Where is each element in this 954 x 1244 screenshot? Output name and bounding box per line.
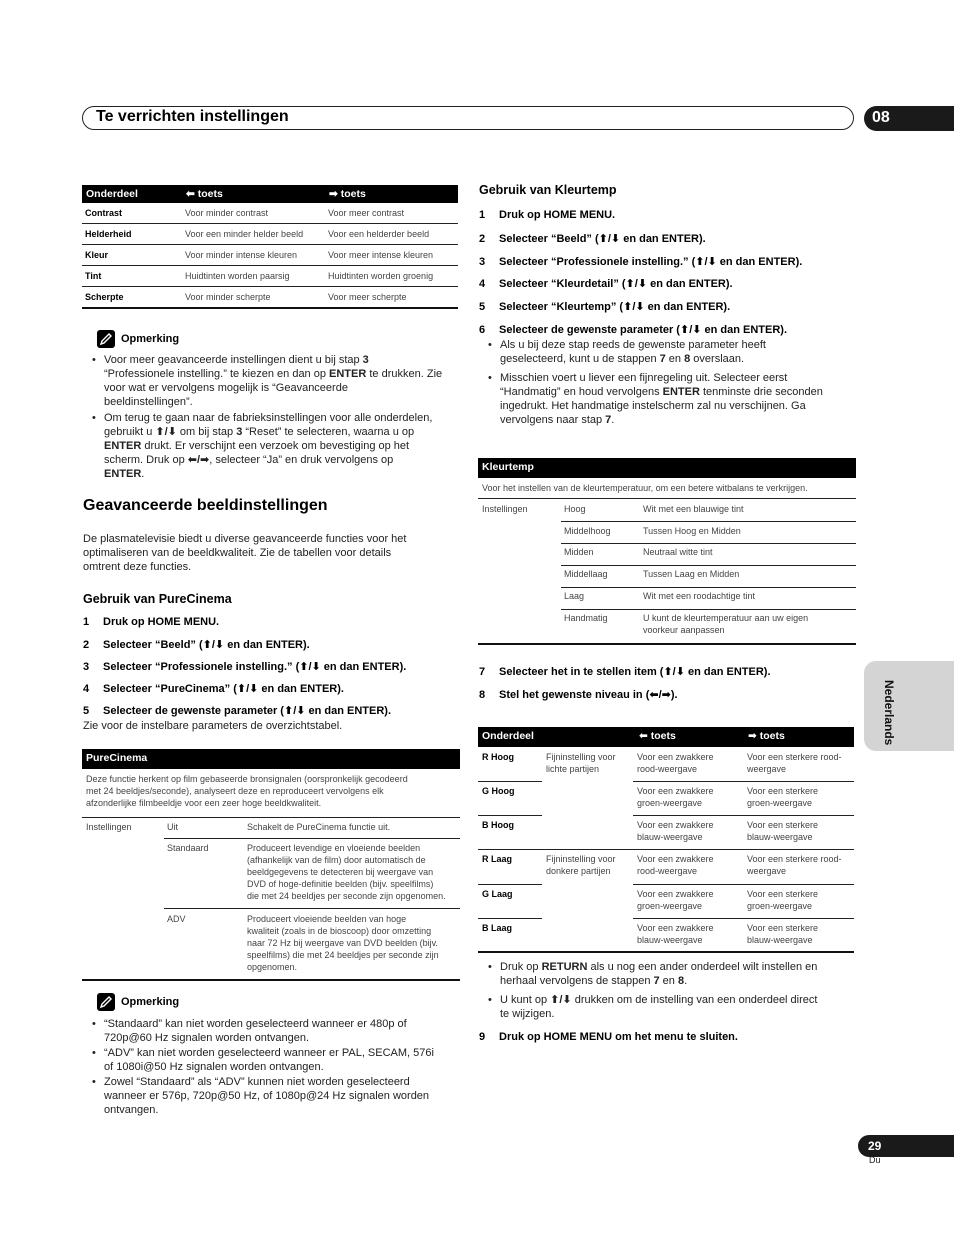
- note-bullet: • Voor meer geavanceerde instellingen dient u bij stap 3 “Professionele instelling.” te kiezen en dan op ENTER te drukken. Zie voor wat er vervolgens mogelijk is “Geavanceerde beeldinstellingen”.: [104, 353, 460, 409]
- cell: Kleur: [82, 245, 182, 266]
- row-group: Fijninstelling voor lichte partijen: [546, 752, 616, 774]
- row-key: B Laag: [482, 923, 513, 933]
- row-right-desc: Voor een sterkere rood- weergave: [747, 854, 842, 876]
- cell: Tint: [82, 266, 182, 287]
- divider: [478, 951, 854, 953]
- row-key: B Hoog: [482, 820, 514, 830]
- divider: [561, 609, 856, 610]
- step-bullet: • Druk op RETURN als u nog een ander onderdeel wilt instellen en herhaal vervolgens de stappen 7 en 8.: [500, 960, 856, 988]
- cell: Voor een helderder beeld: [325, 224, 458, 245]
- option-desc: Wit met een roodachtige tint: [643, 591, 756, 601]
- step: 3 Selecteer “Professionele instelling.” (⬆/⬇ en dan ENTER).: [83, 661, 407, 673]
- option-name: ADV: [167, 914, 186, 924]
- row-left-desc: Voor een zwakkere blauw-weergave: [637, 923, 714, 945]
- cell: Voor een minder helder beeld: [182, 224, 325, 245]
- row-left-desc: Voor een zwakkere rood-weergave: [637, 854, 714, 876]
- divider: [82, 979, 460, 981]
- col-header-right-key: ➡ toets: [325, 185, 458, 203]
- section-title: Geavanceerde beeldinstellingen: [83, 497, 328, 514]
- step-bullet: • Als u bij deze stap reeds de gewenste parameter heeft geselecteerd, kunt u de stappen 7 en 8 overslaan.: [500, 338, 856, 366]
- step: 6 Selecteer de gewenste parameter (⬆/⬇ en dan ENTER).: [479, 324, 788, 336]
- divider: [164, 908, 460, 909]
- divider: [633, 815, 854, 816]
- option-name: Hoog: [564, 504, 586, 514]
- step: 1 Druk op HOME MENU.: [479, 209, 616, 221]
- step: 5 Selecteer “Kleurtemp” (⬆/⬇ en dan ENTER).: [479, 301, 731, 313]
- step: 8 Stel het gewenste niveau in (⬅/➡).: [479, 689, 678, 701]
- row-right-desc: Voor een sterkere blauw-weergave: [747, 923, 819, 945]
- page-number: 29: [858, 1135, 954, 1157]
- option-desc: U kunt de kleurtemperatuur aan uw eigen voorkeur aanpassen: [643, 613, 809, 635]
- page-title: Te verrichten instellingen: [96, 108, 289, 125]
- divider: [82, 817, 460, 818]
- kleurtemp-heading: Gebruik van Kleurtemp: [479, 183, 617, 197]
- note-bullet: • “Standaard” kan niet worden geselecteerd wanneer er 480p of 720p@60 Hz signalen worden ontvangen.: [104, 1017, 460, 1045]
- purecinema-box-note: Deze functie herkent op film gebaseerde bronsignalen (oorspronkelijk gecodeerd met 24 beeldjes/seconde), analyseert deze en reproduceert vervolgens elk afzonderlijke filmbeeldje voor een zeer hoge beeldkwaliteit.: [86, 774, 408, 808]
- table-row: [82, 266, 458, 287]
- row-key: R Hoog: [482, 752, 514, 762]
- purecinema-box-header: PureCinema: [82, 749, 460, 769]
- row-right-desc: Voor een sterkere rood- weergave: [747, 752, 842, 774]
- row-left-desc: Voor een zwakkere rood-weergave: [637, 752, 714, 774]
- note-pencil-icon: [97, 330, 115, 348]
- divider: [561, 587, 856, 588]
- option-desc: Schakelt de PureCinema functie uit.: [247, 822, 391, 832]
- page-language-code: Du: [869, 1155, 881, 1165]
- settings-label: Instellingen: [86, 822, 132, 832]
- row-right-desc: Voor een sterkere blauw-weergave: [747, 820, 819, 842]
- cell: Voor meer intense kleuren: [325, 245, 458, 266]
- kleurtemp-box-header: Kleurtemp: [478, 458, 856, 478]
- divider: [561, 565, 856, 566]
- option-name: Uit: [167, 822, 178, 832]
- note-bullet: • “ADV” kan niet worden geselecteerd wanneer er PAL, SECAM, 576i of 1080i@50 Hz signalen worden ontvangen.: [104, 1046, 460, 1074]
- option-desc: Wit met een blauwige tint: [643, 504, 744, 514]
- step: 9 Druk op HOME MENU om het menu te sluiten.: [479, 1031, 738, 1043]
- option-name: Handmatig: [564, 613, 608, 623]
- step: 5 Selecteer de gewenste parameter (⬆/⬇ en dan ENTER).: [83, 705, 392, 717]
- row-left-desc: Voor een zwakkere groen-weergave: [637, 786, 714, 808]
- divider: [478, 849, 854, 850]
- col-header-right-key: ➡ toets: [748, 730, 785, 742]
- cell: Voor minder contrast: [182, 203, 325, 224]
- picture-settings-table: [82, 185, 458, 309]
- cell: Voor meer contrast: [325, 203, 458, 224]
- divider: [478, 918, 542, 919]
- divider: [478, 498, 856, 499]
- option-name: Laag: [564, 591, 585, 601]
- step-followup: Zie voor de instelbare parameters de overzichtstabel.: [83, 720, 343, 732]
- option-name: Standaard: [167, 843, 209, 853]
- row-key: G Hoog: [482, 786, 515, 796]
- note-bullet: • Zowel “Standaard” als “ADV” kunnen niet worden geselecteerd wanneer er 576p, 720p@50 Hz, of 1080p@24 Hz signalen worden ontvangen.: [104, 1075, 460, 1117]
- option-desc: Produceert vloeiende beelden van hoge kwaliteit (zoals in de bioscoop) door omzetting naar 72 Hz bij weergave van DVD beelden (bijv. speelfilms) die met 24 beeldjes per seconde zijn opgenomen.: [247, 914, 439, 972]
- table-row: [82, 203, 458, 224]
- row-key: R Laag: [482, 854, 513, 864]
- row-right-desc: Voor een sterkere groen-weergave: [747, 889, 819, 911]
- col-header-left-key: ⬅ toets: [182, 185, 325, 203]
- table-row: [82, 224, 458, 245]
- note-bullet: • Om terug te gaan naar de fabrieksinstellingen voor alle onderdelen, gebruikt u ⬆/⬇ om bij stap 3 “Reset” te selecteren, waarna u op ENTER drukt. Er verschijnt een verzoek om bevestiging op het scherm. Druk op ⬅/➡, selecteer “Ja” en druk vervolgens op ENTER.: [104, 411, 460, 481]
- col-header-item: Onderdeel: [82, 185, 182, 203]
- divider: [478, 815, 542, 816]
- row-left-desc: Voor een zwakkere groen-weergave: [637, 889, 714, 911]
- option-desc: Neutraal witte tint: [643, 547, 713, 557]
- step: 2 Selecteer “Beeld” (⬆/⬇ en dan ENTER).: [479, 233, 706, 245]
- col-header-item: Onderdeel: [482, 730, 534, 742]
- cell: Contrast: [82, 203, 182, 224]
- option-name: Middellaag: [564, 569, 608, 579]
- step: 4 Selecteer “Kleurdetail” (⬆/⬇ en dan ENTER).: [479, 278, 733, 290]
- divider: [561, 543, 856, 544]
- step-bullet: • U kunt op ⬆/⬇ drukken om de instelling van een onderdeel direct te wijzigen.: [500, 993, 856, 1021]
- step: 7 Selecteer het in te stellen item (⬆/⬇ en dan ENTER).: [479, 666, 771, 678]
- cell: Voor minder intense kleuren: [182, 245, 325, 266]
- row-left-desc: Voor een zwakkere blauw-weergave: [637, 820, 714, 842]
- divider: [478, 781, 542, 782]
- language-tab: [864, 661, 954, 751]
- cell: Huidtinten worden paarsig: [182, 266, 325, 287]
- kleurtemp-box-note: Voor het instellen van de kleurtemperatuur, om een betere witbalans te verkrijgen.: [482, 483, 808, 493]
- step: 4 Selecteer “PureCinema” (⬆/⬇ en dan ENTER).: [83, 683, 344, 695]
- note-title: Opmerking: [121, 332, 180, 345]
- option-name: Middelhoog: [564, 526, 611, 536]
- option-desc: Tussen Hoog en Midden: [643, 526, 741, 536]
- col-header-left-key: ⬅ toets: [639, 730, 676, 742]
- divider: [164, 838, 460, 839]
- divider: [633, 918, 854, 919]
- cell: Voor meer scherpte: [325, 287, 458, 309]
- step-bullet: • Misschien voert u liever een fijnregeling uit. Selecteer eerst “Handmatig” en houd vervolgens ENTER tenminste drie seconden ingedrukt. Het handmatige instelscherm zal nu verschijnen. Ga vervolgens naar stap 7.: [500, 371, 856, 427]
- cell: Voor minder scherpte: [182, 287, 325, 309]
- purecinema-heading: Gebruik van PureCinema: [83, 592, 232, 606]
- note-heading: [97, 993, 179, 1011]
- cell: Scherpte: [82, 287, 182, 309]
- settings-label: Instellingen: [482, 504, 528, 514]
- chapter-number: 08: [864, 106, 954, 131]
- step: 2 Selecteer “Beeld” (⬆/⬇ en dan ENTER).: [83, 639, 310, 651]
- divider: [633, 781, 854, 782]
- table-row: [82, 287, 458, 309]
- divider: [633, 884, 854, 885]
- row-group: Fijninstelling voor donkere partijen: [546, 854, 616, 876]
- option-desc: Produceert levendige en vloeiende beelden (afhankelijk van de film) door automatisch de beeldgegevens te detecteren bij weergave van DVD of hoge-definitie beelden (bijv. speelfilms) die met 24 beeldjes per seconde zijn opgenomen.: [247, 843, 446, 901]
- note-pencil-icon: [97, 993, 115, 1011]
- table-row: [82, 245, 458, 266]
- note-heading: [97, 330, 179, 348]
- row-right-desc: Voor een sterkere groen-weergave: [747, 786, 819, 808]
- note-title: Opmerking: [121, 995, 180, 1008]
- cell: Huidtinten worden groenig: [325, 266, 458, 287]
- option-desc: Tussen Laag en Midden: [643, 569, 740, 579]
- divider: [478, 643, 856, 645]
- row-key: G Laag: [482, 889, 513, 899]
- divider: [561, 521, 856, 522]
- step: 1 Druk op HOME MENU.: [83, 616, 220, 628]
- step: 3 Selecteer “Professionele instelling.” (⬆/⬇ en dan ENTER).: [479, 256, 803, 268]
- divider: [478, 884, 542, 885]
- language-tab-label: Nederlands: [882, 680, 896, 746]
- option-name: Midden: [564, 547, 594, 557]
- section-intro: De plasmatelevisie biedt u diverse geavanceerde functies voor het optimaliseren van de beeldkwaliteit. Zie de tabellen voor details omtrent deze functies.: [83, 533, 407, 573]
- cell: Helderheid: [82, 224, 182, 245]
